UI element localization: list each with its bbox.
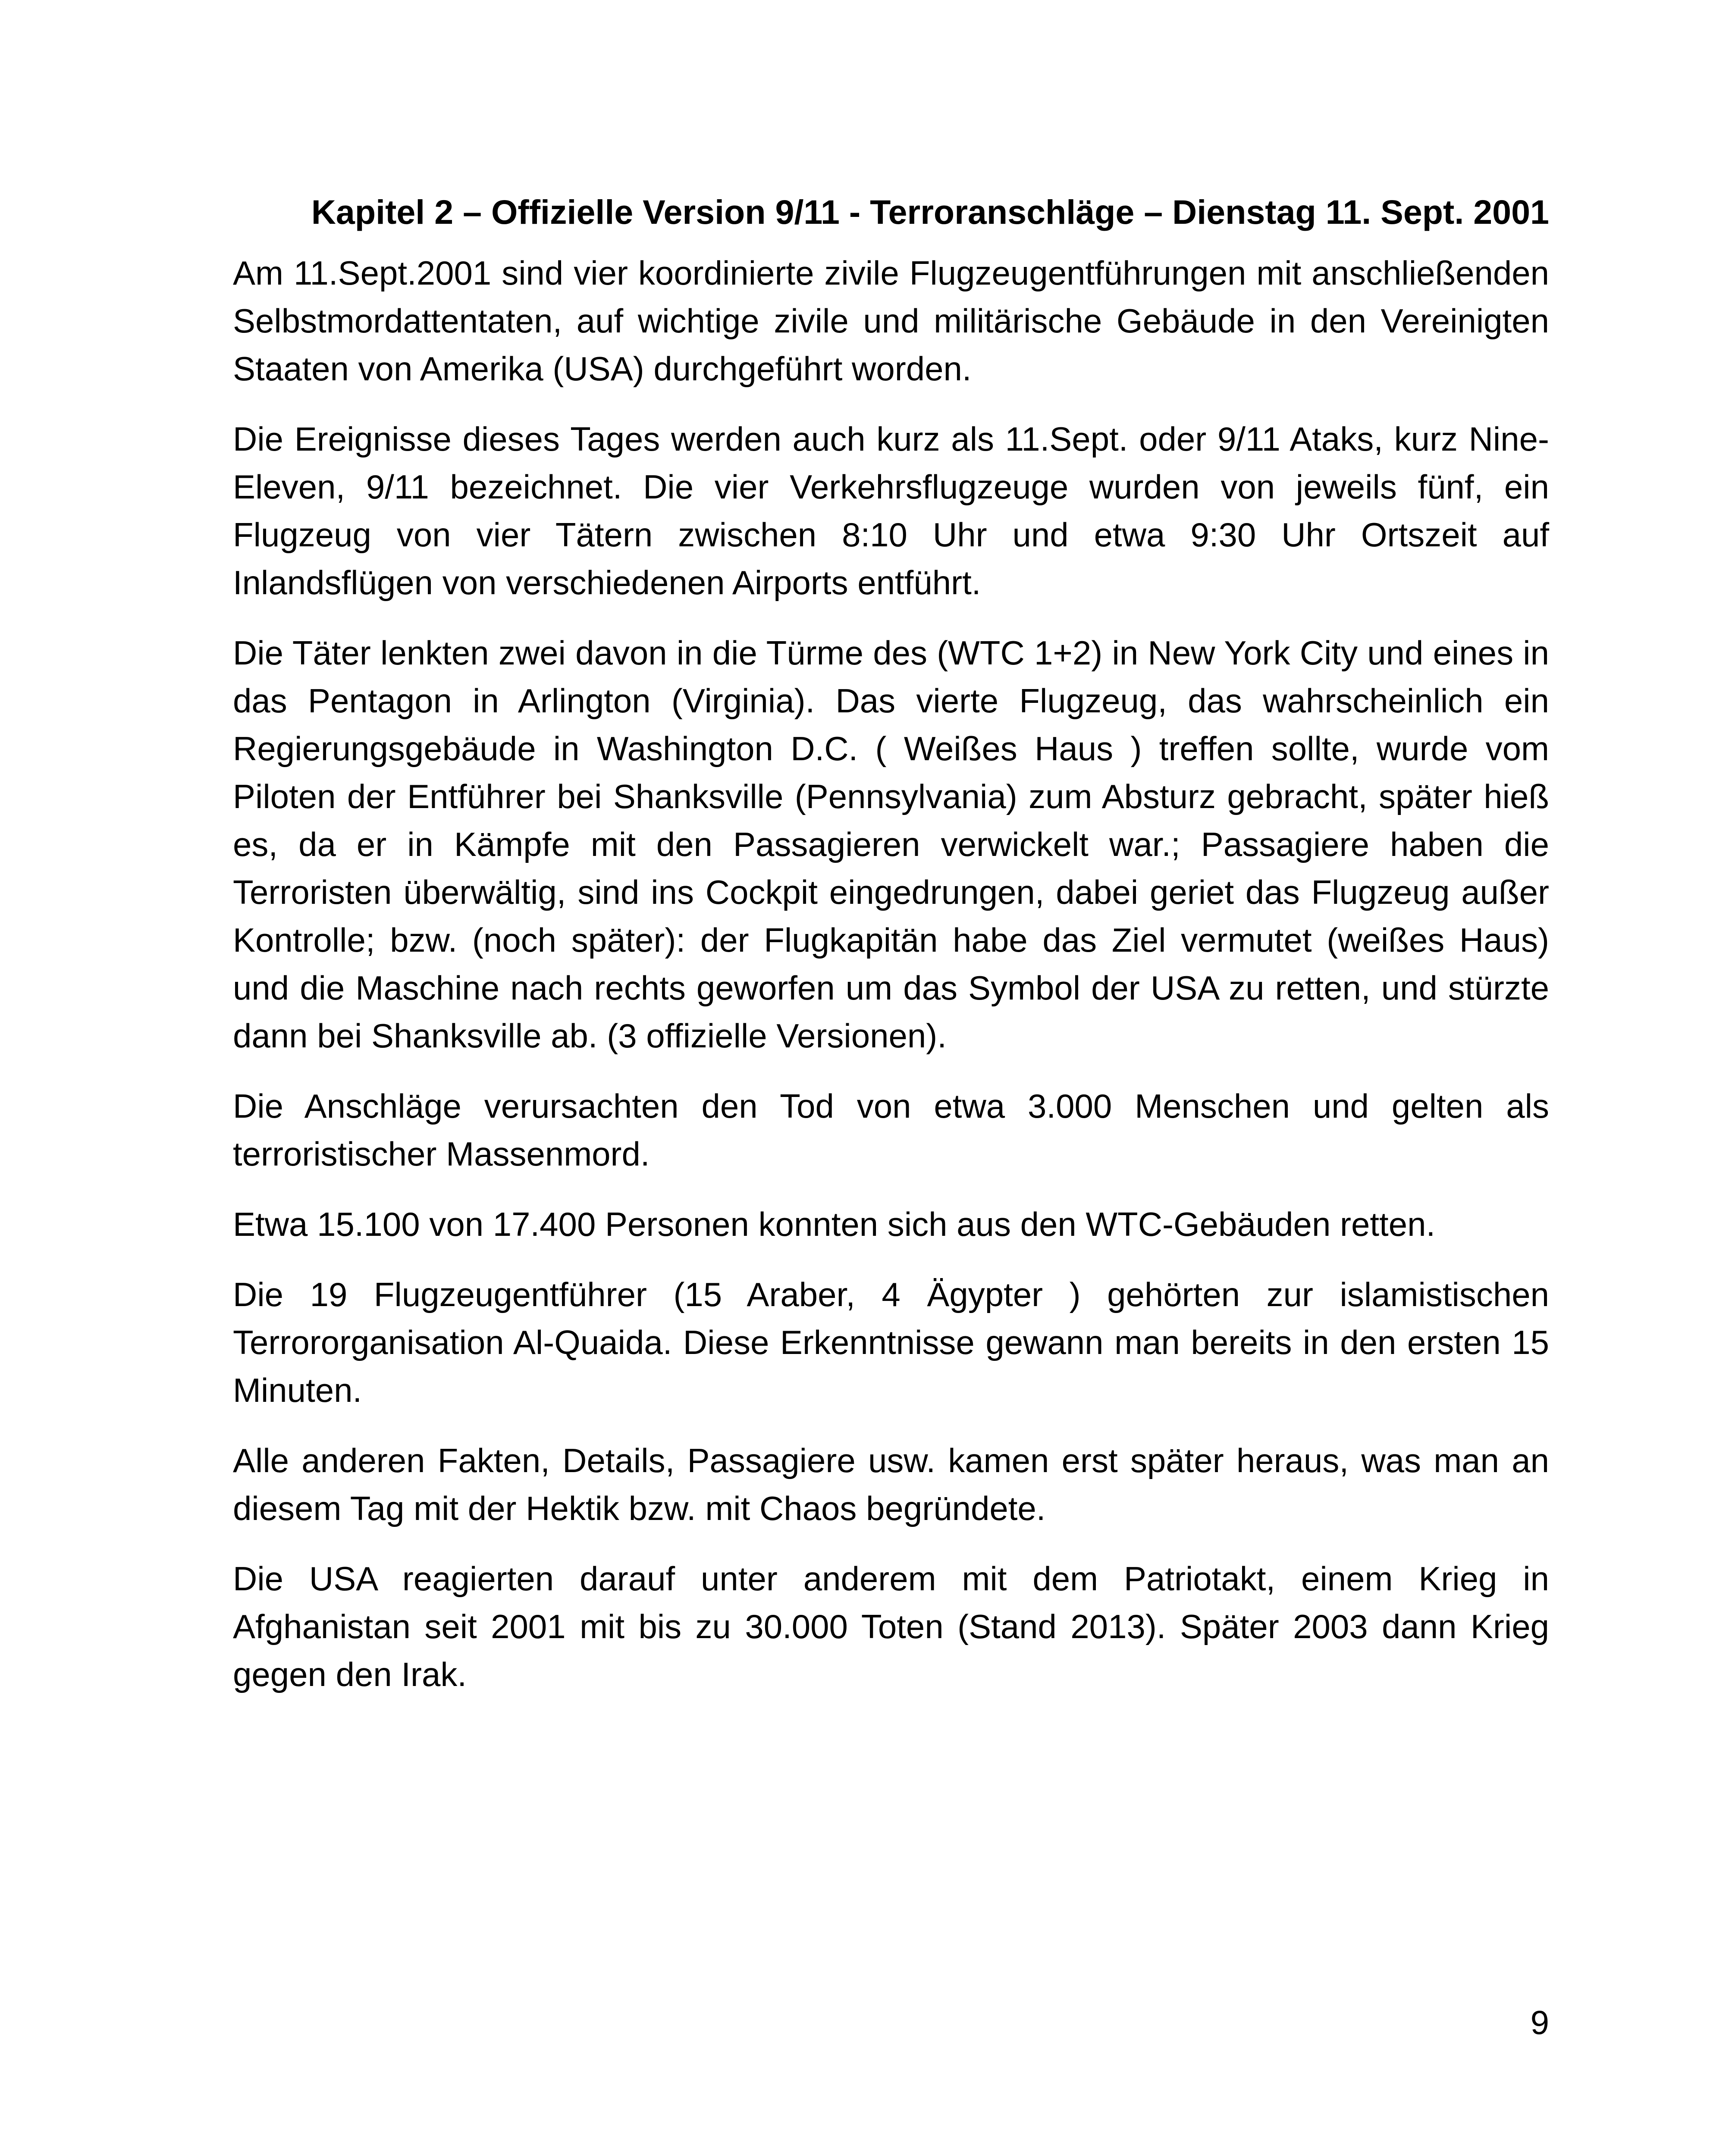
page-number: 9 — [1530, 2003, 1549, 2041]
chapter-title: Kapitel 2 – Offizielle Version 9/11 - Terroranschläge – Dienstag 11. Sept. 2001 — [311, 193, 1549, 231]
paragraph-5: Etwa 15.100 von 17.400 Personen konnten sich aus den WTC-Gebäuden retten. — [233, 1205, 1436, 1243]
paragraph-3: Die Täter lenkten zwei davon in die Türme des (WTC 1+2) in New York City und eines in das Pentagon in Arlington (Virginia). Das vierte Flugzeug, das wahrscheinlich ein Regierungsgebäude in Washington D.C. ( Weißes Haus ) treffen sollte, wurde vom Piloten der Entführer bei Shanksville (Pennsylvania) zum Absturz gebracht, später hieß es, da er in Kämpfe mit den Passagieren verwickelt war.; Passagiere haben die Terroristen überwältig, sind ins Cockpit eingedrungen, dabei geriet das Flugzeug außer Kontrolle; bzw. (noch später): der Flugkapitän habe das Ziel vermutet (weißes Haus) und die Maschine nach rechts geworfen um das Symbol der USA zu retten, und stürzte dann bei Shanksville ab. (3 offizielle Versionen). — [233, 634, 1549, 1055]
paragraph-6: Die 19 Flugzeugentführer (15 Araber, 4 Ägypter ) gehörten zur islamistischen Terrororganisation Al-Quaida. Diese Erkenntnisse gewann man bereits in den ersten 15 Minuten. — [233, 1275, 1549, 1409]
paragraph-4: Die Anschläge verursachten den Tod von etwa 3.000 Menschen und gelten als terroristischer Massenmord. — [233, 1087, 1549, 1173]
page-content — [233, 188, 1549, 1721]
paragraph-2: Die Ereignisse dieses Tages werden auch kurz als 11.Sept. oder 9/11 Ataks, kurz Nine-Eleven, 9/11 bezeichnet. Die vier Verkehrsflugzeuge wurden von jeweils fünf, ein Flugzeug von vier Tätern zwischen 8:10 Uhr und etwa 9:30 Uhr Ortszeit auf Inlandsflügen von verschiedenen Airports entführt. — [233, 420, 1549, 602]
paragraph-1: Am 11.Sept.2001 sind vier koordinierte zivile Flugzeugentführungen mit anschließenden Selbstmordattentaten, auf wichtige zivile und militärische Gebäude in den Vereinigten Staaten von Amerika (USA) durchgeführt worden. — [233, 254, 1549, 388]
paragraph-7: Alle anderen Fakten, Details, Passagiere usw. kamen erst später heraus, was man an diesem Tag mit der Hektik bzw. mit Chaos begründete. — [233, 1442, 1549, 1527]
paragraph-8: Die USA reagierten darauf unter anderem mit dem Patriotakt, einem Krieg in Afghanistan seit 2001 mit bis zu 30.000 Toten (Stand 2013). Später 2003 dann Krieg gegen den Irak. — [233, 1560, 1549, 1693]
